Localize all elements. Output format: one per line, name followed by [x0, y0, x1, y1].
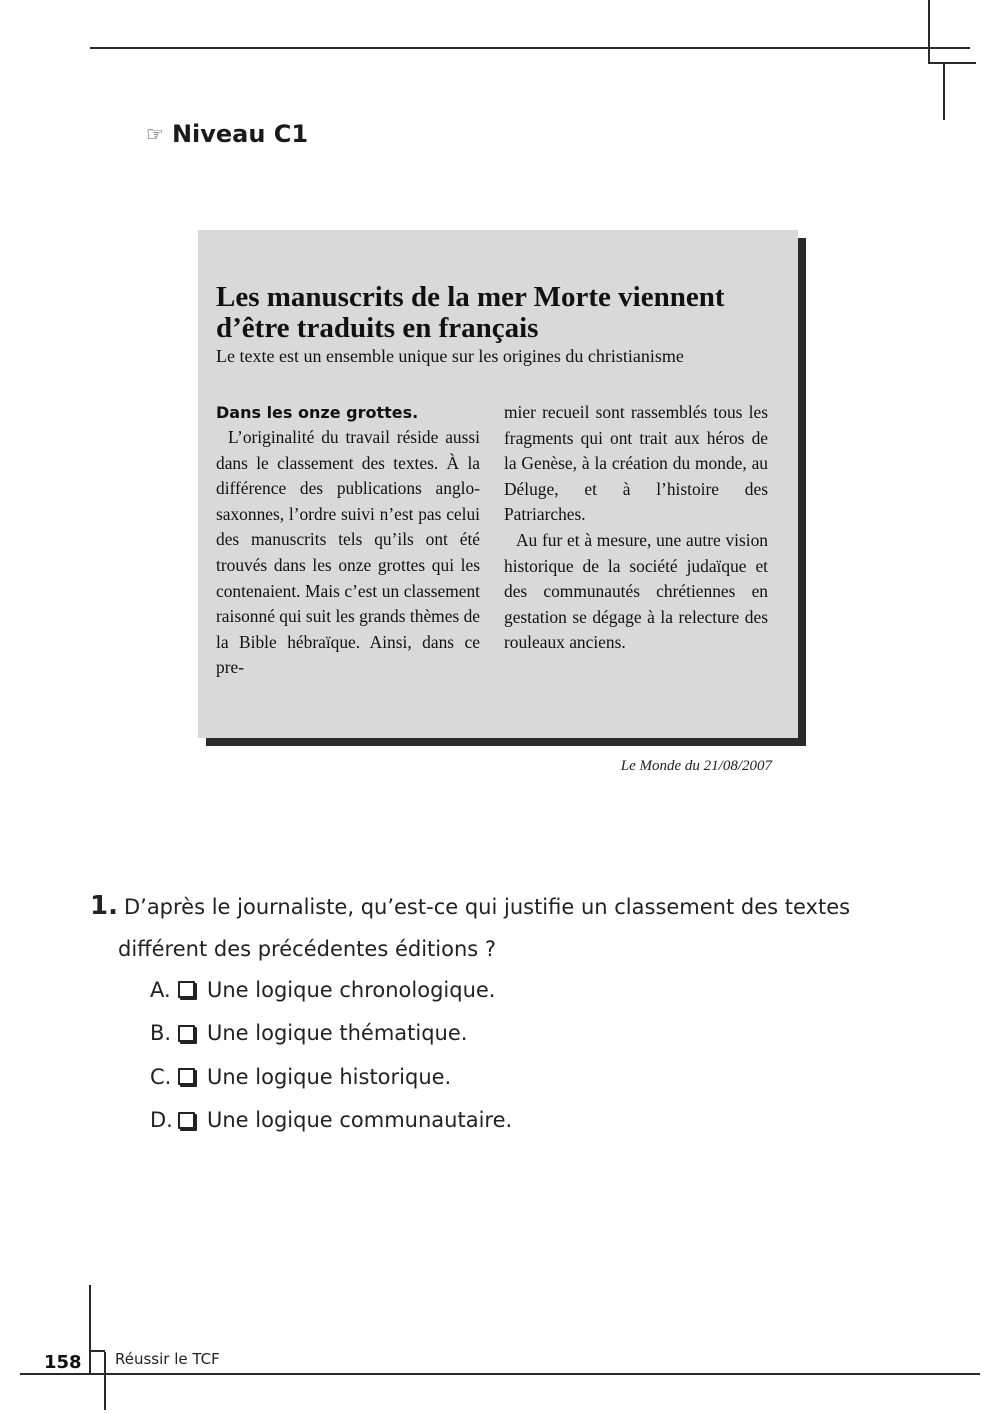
option-letter: A.: [150, 977, 171, 1002]
crop-mark-bottom-left-v2: [104, 1352, 106, 1410]
hand-pointer-icon: ☞: [146, 122, 164, 146]
level-label: Niveau C1: [171, 120, 309, 148]
option-letter: D.: [150, 1108, 173, 1133]
article-card: [198, 230, 798, 738]
article-columns: [216, 400, 788, 681]
column-1-text: L’originalité du travail réside aussi dans le classement des textes. À la différence des publications anglo-saxonnes, l’ordre suivi n’est pas celui des manuscrits tels qu’ils ont été trouvés dans les onze grottes qui les contenaient. Mais c’est un classement raisonné qui suit les grands thèmes de la Bible hébraïque. Ainsi, dans ce pre-: [216, 427, 480, 678]
book-title: Réussir le TCF: [115, 1350, 220, 1368]
article-source: Le Monde du 21/08/2007: [620, 758, 772, 774]
article-subtitle: Le texte est un ensemble unique sur les origines du christianisme: [216, 346, 684, 366]
question-1: [90, 885, 910, 970]
article-title: Les manuscrits de la mer Morte viennent d’être traduits en français: [216, 281, 725, 344]
option-label: Une logique thématique.: [207, 1021, 468, 1046]
page-number: 158: [44, 1352, 82, 1373]
article-column-1: [216, 400, 480, 681]
option-b-checkbox[interactable]: [178, 1025, 195, 1042]
question-number: 1.: [90, 891, 118, 921]
question-text-line1: D’après le journaliste, qu’est-ce qui justifie un classement des textes: [123, 895, 851, 919]
option-letter: B.: [150, 1021, 172, 1046]
option-b: [150, 1012, 512, 1056]
crop-mark-top-right-v2: [943, 64, 945, 120]
option-label: Une logique chronologique.: [207, 977, 496, 1002]
crop-mark-bottom-left: [89, 1285, 91, 1375]
top-rule: [90, 47, 970, 49]
option-a: [150, 968, 512, 1012]
option-c: [150, 1055, 512, 1099]
crop-mark-top-right-h: [928, 62, 976, 64]
option-d: [150, 1099, 512, 1143]
option-label: Une logique historique.: [207, 1064, 452, 1089]
bottom-rule: [20, 1373, 980, 1375]
question-text-line2: différent des précédentes éditions ?: [118, 937, 497, 961]
option-c-checkbox[interactable]: [178, 1068, 195, 1085]
article-column-2: [504, 400, 768, 681]
section-heading: Dans les onze grottes.: [216, 403, 419, 422]
option-letter: C.: [150, 1064, 172, 1089]
level-heading: [146, 120, 308, 148]
option-label: Une logique communautaire.: [207, 1108, 513, 1133]
column-2-text-a: mier recueil sont rassemblés tous les fragments qui ont trait aux héros de la Genèse, à la création du monde, au Déluge, et à l’histoire des Patriarches.: [504, 402, 768, 525]
answer-options: [150, 968, 512, 1142]
option-a-checkbox[interactable]: [178, 981, 195, 998]
column-2-text-b: Au fur et à mesure, une autre vision historique de la société judaïque et des communautés chrétiennes en gestation se dégage à la relecture des rouleaux anciens.: [504, 529, 768, 653]
crop-mark-bottom-left-h: [89, 1350, 105, 1352]
option-d-checkbox[interactable]: [178, 1112, 195, 1129]
crop-mark-top-right: [928, 0, 930, 64]
